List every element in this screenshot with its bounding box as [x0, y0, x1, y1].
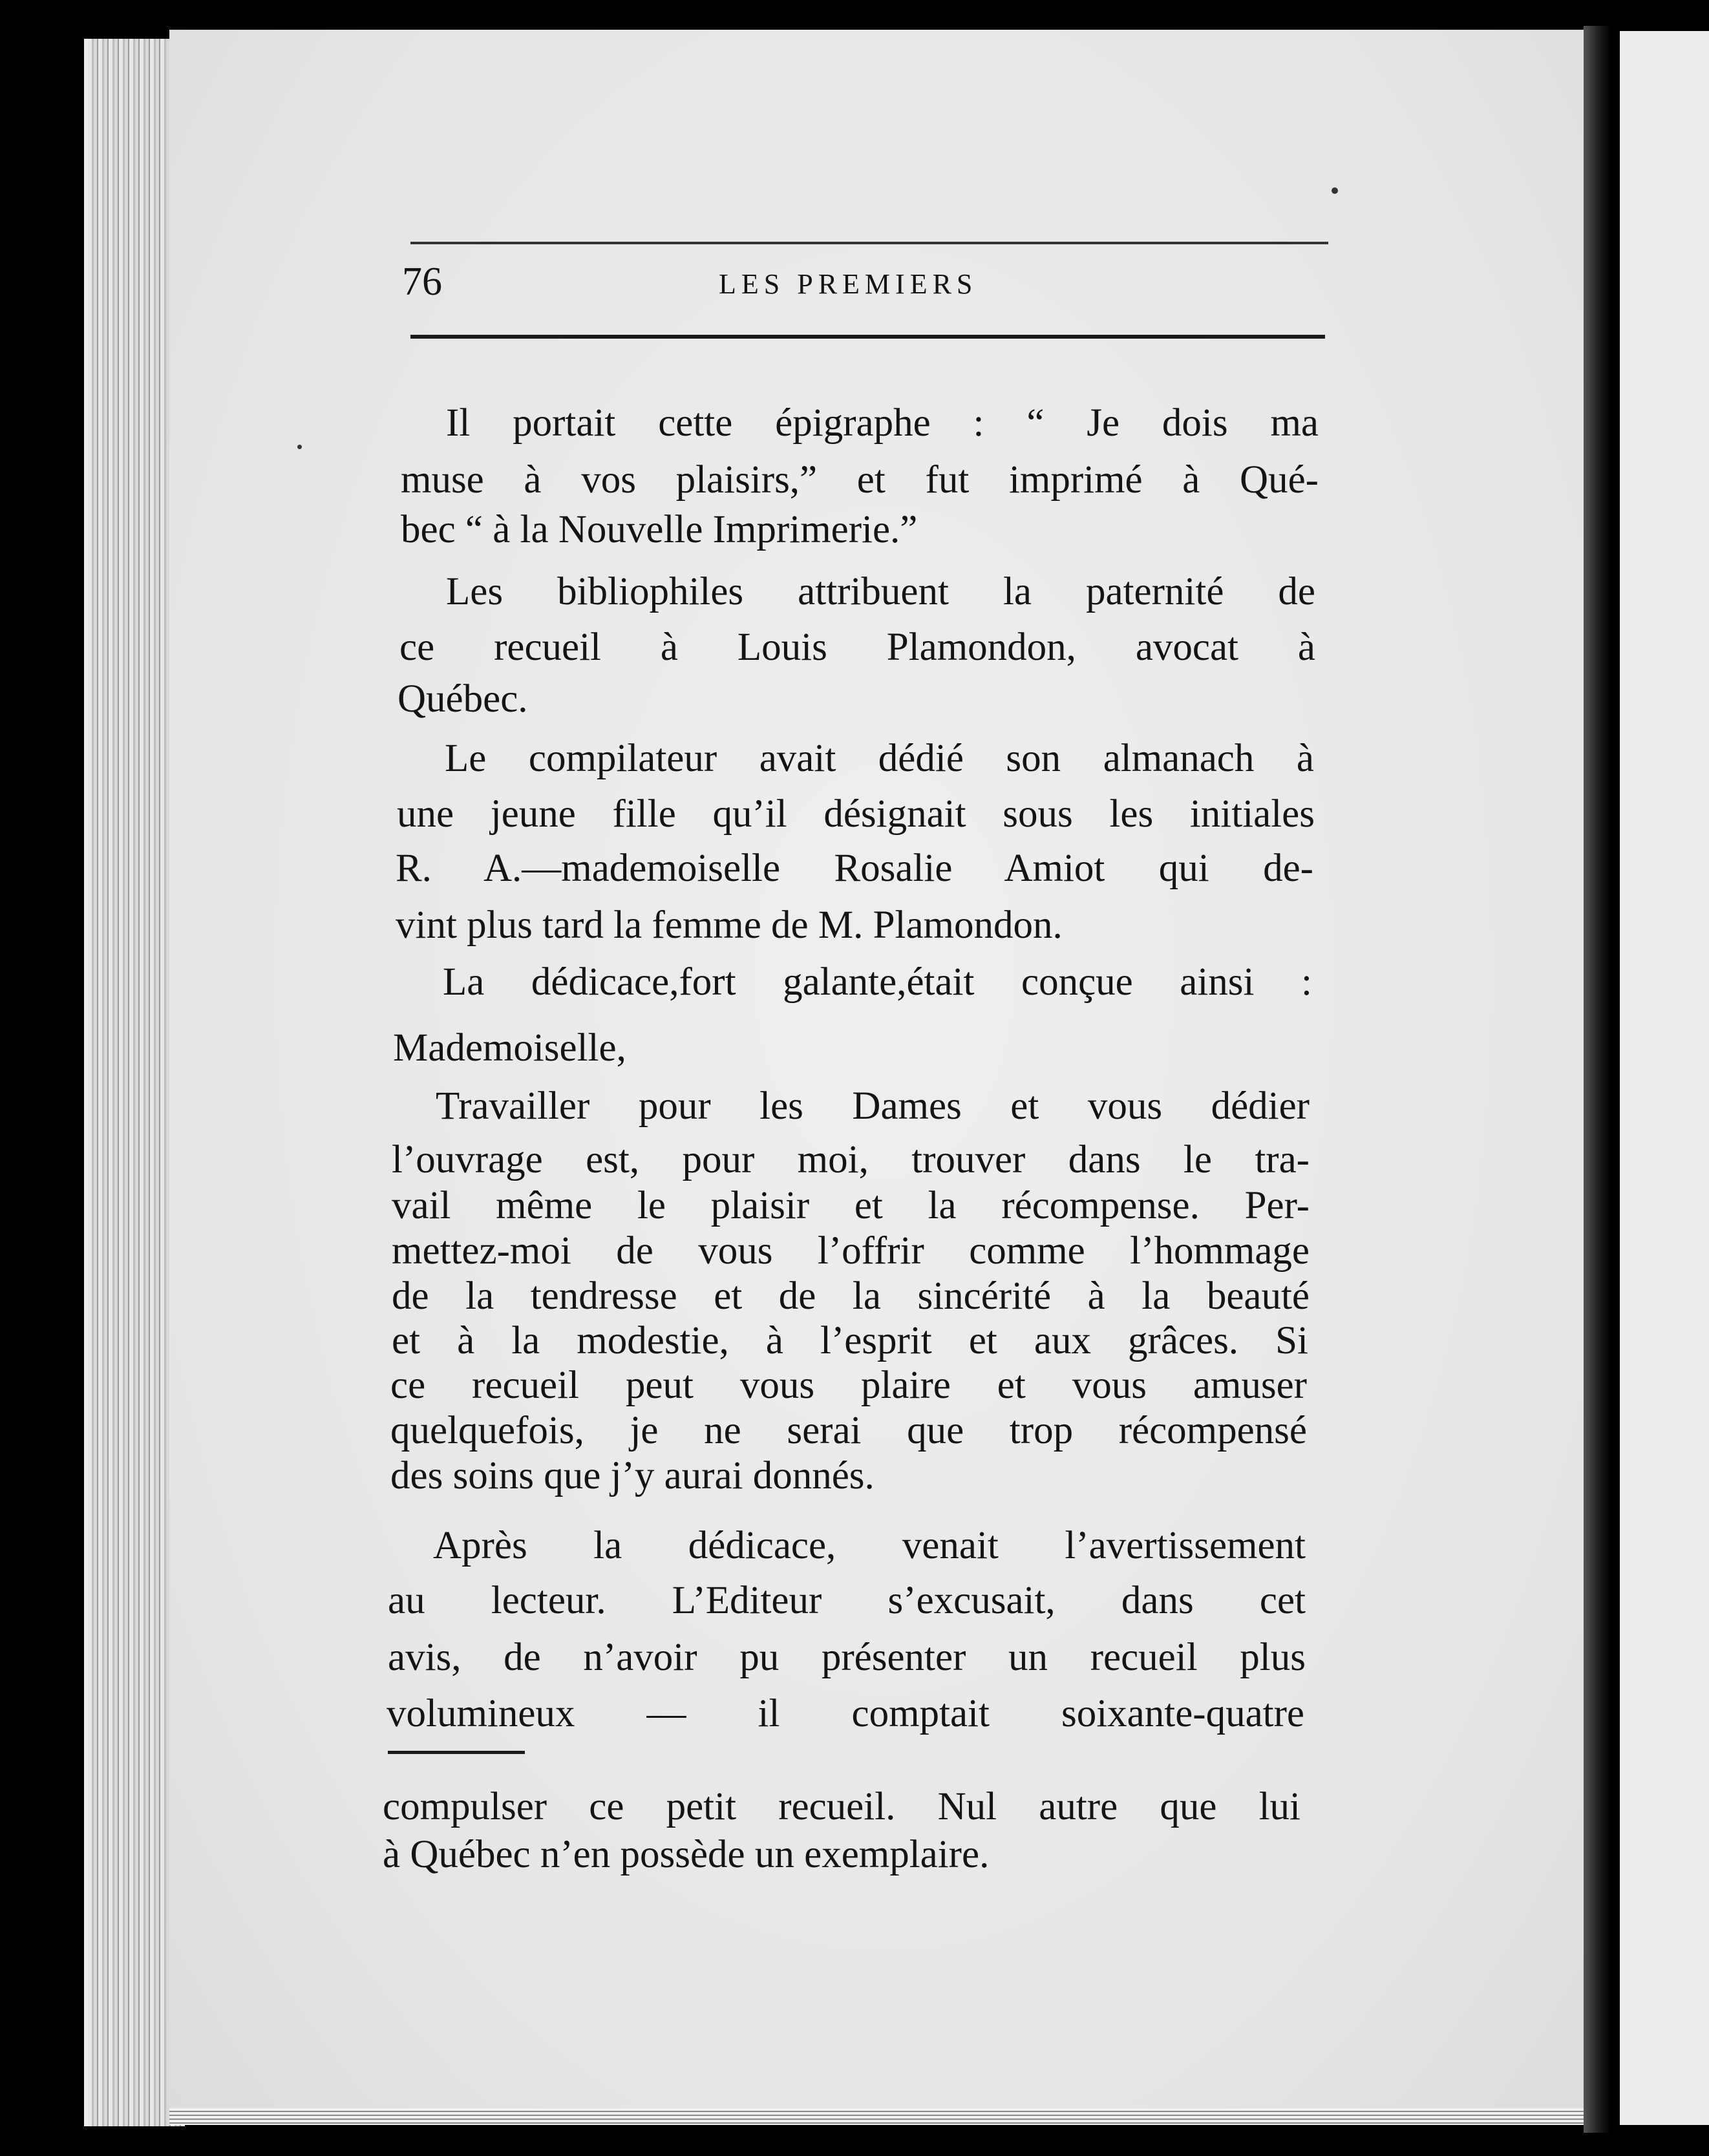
text-line: Les bibliophiles attribuent la paternité de [446, 570, 1315, 613]
facing-page-edge [1620, 31, 1709, 2125]
text-line: et à la modestie, à l’esprit et aux grâces. Si [392, 1319, 1308, 1362]
header-rule-top [410, 242, 1328, 244]
paper-speck [297, 445, 302, 449]
footnote-rule [388, 1751, 525, 1754]
text-line: Mademoiselle, [393, 1026, 626, 1070]
page-number: 76 [402, 260, 442, 304]
text-line: bec “ à la Nouvelle Imprimerie.” [401, 508, 918, 551]
text-line: une jeune fille qu’il désignait sous les initiales [397, 792, 1315, 836]
header-rule-bottom [410, 335, 1325, 339]
text-line: Le compilateur avait dédié son almanach à [445, 737, 1314, 780]
running-title: LES PREMIERS [719, 268, 978, 300]
text-line: vint plus tard la femme de M. Plamondon. [396, 904, 1063, 947]
footnote-line: à Québec n’en possède un exemplaire. [383, 1833, 990, 1876]
book-gutter [1584, 26, 1611, 2133]
text-line: ce recueil peut vous plaire et vous amuser [390, 1364, 1307, 1407]
text-line: mettez-moi de vous l’offrir comme l’hommage [392, 1229, 1310, 1273]
text-line: au lecteur. L’Editeur s’excusait, dans cet [388, 1579, 1306, 1622]
text-line: ce recueil à Louis Plamondon, avocat à [399, 626, 1315, 669]
text-line: quelquefois, je ne serai que trop récompensé [390, 1409, 1307, 1452]
text-line: des soins que j’y aurai donnés. [390, 1454, 875, 1497]
text-line: vail même le plaisir et la récompense. Per- [392, 1184, 1310, 1227]
text-line: muse à vos plaisirs,” et fut imprimé à Qué- [401, 458, 1319, 502]
text-line: Il portait cette épigraphe : “ Je dois ma [446, 401, 1319, 445]
text-line: volumineux — il comptait soixante-quatre [387, 1692, 1304, 1735]
page-bottom-edge [169, 2108, 1599, 2125]
text-line: avis, de n’avoir pu présenter un recueil plus [388, 1636, 1306, 1679]
text-line: Travailler pour les Dames et vous dédier [436, 1084, 1310, 1128]
paper-speck [1332, 187, 1338, 194]
footnote-line: compulser ce petit recueil. Nul autre que lui [383, 1785, 1300, 1828]
text-line: Québec. [398, 677, 528, 721]
text-line: de la tendresse et de la sincérité à la beauté [392, 1274, 1310, 1318]
text-line: l’ouvrage est, pour moi, trouver dans le tra- [392, 1138, 1310, 1181]
text-line: Après la dédicace, venait l’avertissement [433, 1524, 1306, 1567]
text-line: La dédicace,fort galante,était conçue ainsi : [443, 960, 1312, 1004]
text-line: R. A.—mademoiselle Rosalie Amiot qui de- [396, 847, 1313, 890]
